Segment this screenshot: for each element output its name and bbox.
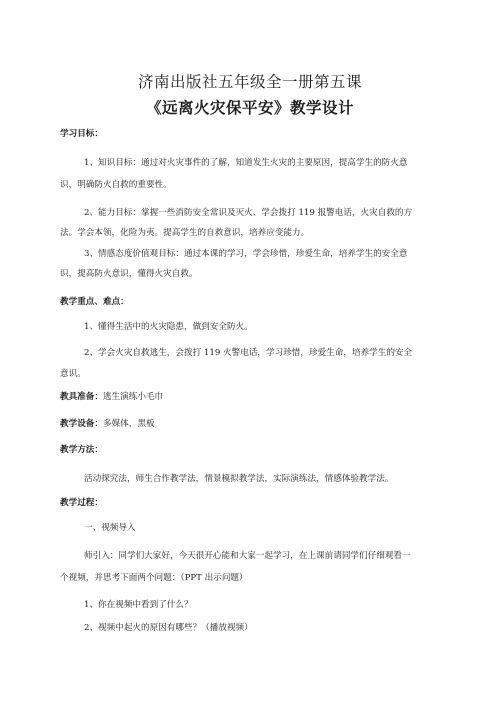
objective-3-line-2: 识，提高防火意识，懂得火灾自救。 bbox=[60, 269, 198, 279]
teaching-aids bbox=[60, 391, 450, 403]
methods-heading: 教学方法： bbox=[60, 445, 103, 455]
focus-item-2-line-1: 2、学会火灾自救逃生，会拨打 119 火警电话，学习珍惜，珍爱生命，培养学生的安全 bbox=[84, 348, 413, 358]
objective-3-line-1: 3、情感态度价值观目标：通过本课的学习，学会珍惜，珍爱生命，培养学生的安全意 bbox=[84, 249, 408, 259]
objective-1-line-2: 识，明确防火自救的重要性。 bbox=[60, 180, 172, 190]
teaching-equipment-label: 教学设备： bbox=[60, 419, 103, 429]
question-1: 1、你在视频中看到了什么？ bbox=[84, 600, 193, 610]
teaching-equipment-value: 多媒体，黑板 bbox=[102, 419, 155, 429]
process-heading: 教学过程： bbox=[60, 498, 103, 508]
intro-line-2: 个视频，并思考下面两个问题：（PPT 出示问题） bbox=[60, 573, 248, 583]
objectives-heading: 学习目标： bbox=[60, 129, 103, 139]
document-title-lesson: 《远离火灾保平安》教学设计 bbox=[145, 99, 354, 117]
teaching-aids-label: 教具准备： bbox=[60, 392, 103, 402]
objective-2-line-1: 2、能力目标：掌握一些消防安全常识及灭火、学会拨打 119 报警电话，火灾自救的方 bbox=[84, 208, 413, 218]
process-step-1: 一、视频导入 bbox=[84, 523, 136, 533]
document-title-course: 济南出版社五年级全一册第五课 bbox=[137, 73, 362, 91]
focus-item-2-line-2: 意识。 bbox=[60, 369, 86, 379]
objective-2-line-2: 法。学会本领，化险为夷。提高学生的自救意识，培养应变能力。 bbox=[60, 228, 310, 238]
intro-line-1: 师引入：同学们大家好，今天很开心能和大家一起学习，在上课前请同学们仔细观看一 bbox=[84, 551, 411, 561]
objective-1-line-1: 1、知识目标：通过对火灾事件的了解，知道发生火灾的主要原因，提高学生的防火意 bbox=[84, 158, 408, 168]
question-2: 2、视频中起火的原因有哪些？（播放视频） bbox=[84, 623, 253, 633]
focus-item-1: 1、懂得生活中的火灾隐患，做到安全防火。 bbox=[84, 322, 253, 332]
teaching-aids-value: 逃生演练小毛巾 bbox=[102, 392, 164, 402]
methods-text: 活动探究法，师生合作教学法，情景模拟教学法，实际演练法，情感体验教学法。 bbox=[84, 474, 394, 484]
teaching-equipment bbox=[60, 418, 450, 430]
focus-heading: 教学重点、难点： bbox=[60, 297, 129, 307]
